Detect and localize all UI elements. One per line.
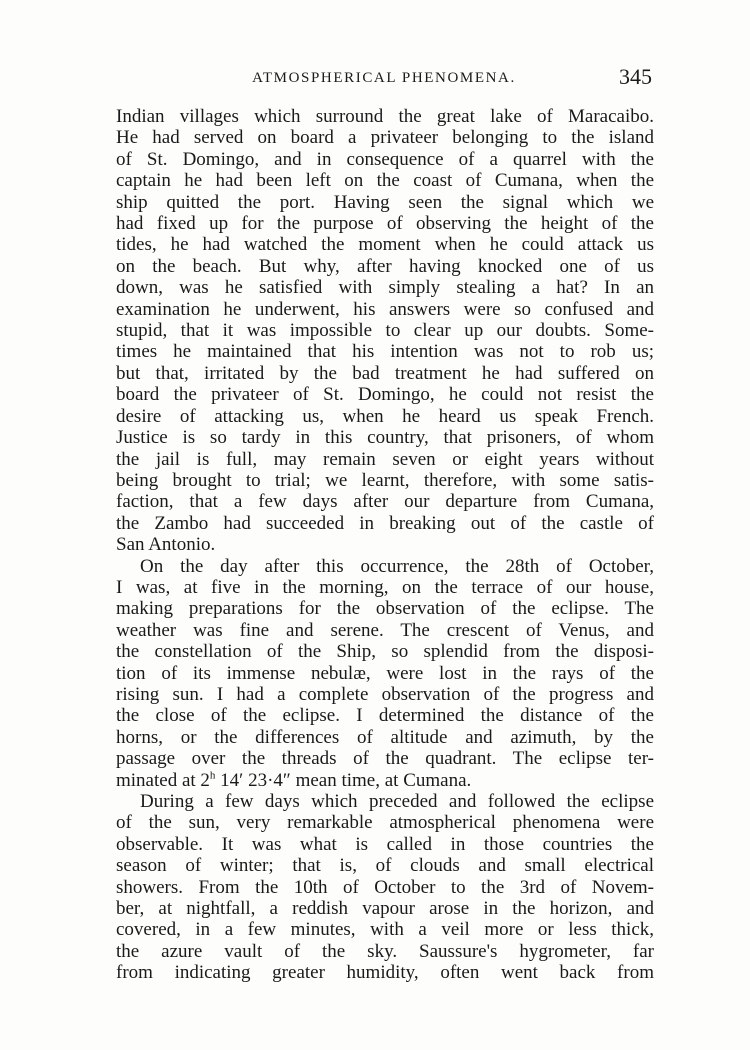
paragraph-3 (116, 791, 654, 984)
text-line: tion of its immense nebulæ, were lost in the rays of the (116, 662, 654, 684)
text-line: He had served on board a privateer belonging to the island (116, 127, 654, 149)
paragraph-2 (116, 556, 654, 791)
text-line: stupid, that it was impossible to clear up our doubts. Some- (116, 320, 654, 342)
text-line: down, was he satisfied with simply stealing a hat? In an (116, 277, 654, 299)
text-line: observable. It was what is called in those countries the (116, 833, 654, 855)
text-line: covered, in a few minutes, with a veil more or less thick, (116, 919, 654, 941)
text-line: being brought to trial; we learnt, therefore, with some satis- (116, 469, 654, 491)
text-line: season of winter; that is, of clouds and small electrical (116, 855, 654, 877)
text-line: desire of attacking us, when he heard us speak French. (116, 405, 654, 427)
text-line: On the day after this occurrence, the 28th of October, (140, 555, 654, 577)
text-line: showers. From the 10th of October to the 3rd of Novem- (116, 876, 654, 898)
text-line: times he maintained that his intention was not to rob us; (116, 341, 654, 363)
text-line: Indian villages which surround the great lake of Maracaibo. (116, 106, 654, 127)
text-line: ber, at nightfall, a reddish vapour arose in the horizon, and (116, 898, 654, 920)
text-line: had fixed up for the purpose of observing the height of the (116, 213, 654, 235)
text-line: from indicating greater humidity, often went back from (116, 962, 654, 984)
text-line: horns, or the differences of altitude and azimuth, by the (116, 726, 654, 748)
text-line-eclipse-time (116, 770, 654, 791)
running-head (116, 64, 652, 94)
eclipse-time-suffix: 14′ 23·4″ mean time, at Cumana. (215, 769, 472, 791)
text-line: on the beach. But why, after having knocked one of us (116, 255, 654, 277)
body-text (116, 106, 654, 984)
page-number: 345 (619, 64, 652, 89)
eclipse-time-prefix: minated at 2 (116, 769, 210, 791)
text-line: ship quitted the port. Having seen the signal which we (116, 191, 654, 213)
text-line: faction, that a few days after our departure from Cumana, (116, 491, 654, 513)
paragraph-1 (116, 106, 654, 556)
text-line: the jail is full, may remain seven or eight years without (116, 448, 654, 470)
text-line: but that, irritated by the bad treatment he had suffered on (116, 362, 654, 384)
text-line: passage over the threads of the quadrant. The eclipse ter- (116, 748, 654, 770)
text-line: the close of the eclipse. I determined the distance of the (116, 705, 654, 727)
text-line: the Zambo had succeeded in breaking out of the castle of (116, 512, 654, 534)
text-line: captain he had been left on the coast of Cumana, when the (116, 170, 654, 192)
text-line: weather was fine and serene. The crescent of Venus, and (116, 619, 654, 641)
text-line: During a few days which preceded and followed the eclipse (140, 791, 654, 812)
text-line: making preparations for the observation of the eclipse. The (116, 598, 654, 620)
text-line: examination he underwent, his answers were so confused and (116, 298, 654, 320)
hours-superscript: h (209, 769, 216, 782)
running-title: ATMOSPHERICAL PHENOMENA. (252, 70, 516, 86)
text-line: San Antonio. (116, 534, 216, 556)
text-line: of St. Domingo, and in consequence of a quarrel with the (116, 148, 654, 170)
text-line: the constellation of the Ship, so splendid from the disposi- (116, 641, 654, 663)
text-line: tides, he had watched the moment when he could attack us (116, 234, 654, 256)
text-line: Justice is so tardy in this country, that prisoners, of whom (116, 427, 654, 449)
text-line: I was, at five in the morning, on the terrace of our house, (116, 576, 654, 598)
text-line: rising sun. I had a complete observation of the progress and (116, 683, 654, 705)
text-line: the azure vault of the sky. Saussure's hygrometer, far (116, 940, 654, 962)
text-line: board the privateer of St. Domingo, he could not resist the (116, 384, 654, 406)
text-line: of the sun, very remarkable atmospherical phenomena were (116, 812, 654, 834)
